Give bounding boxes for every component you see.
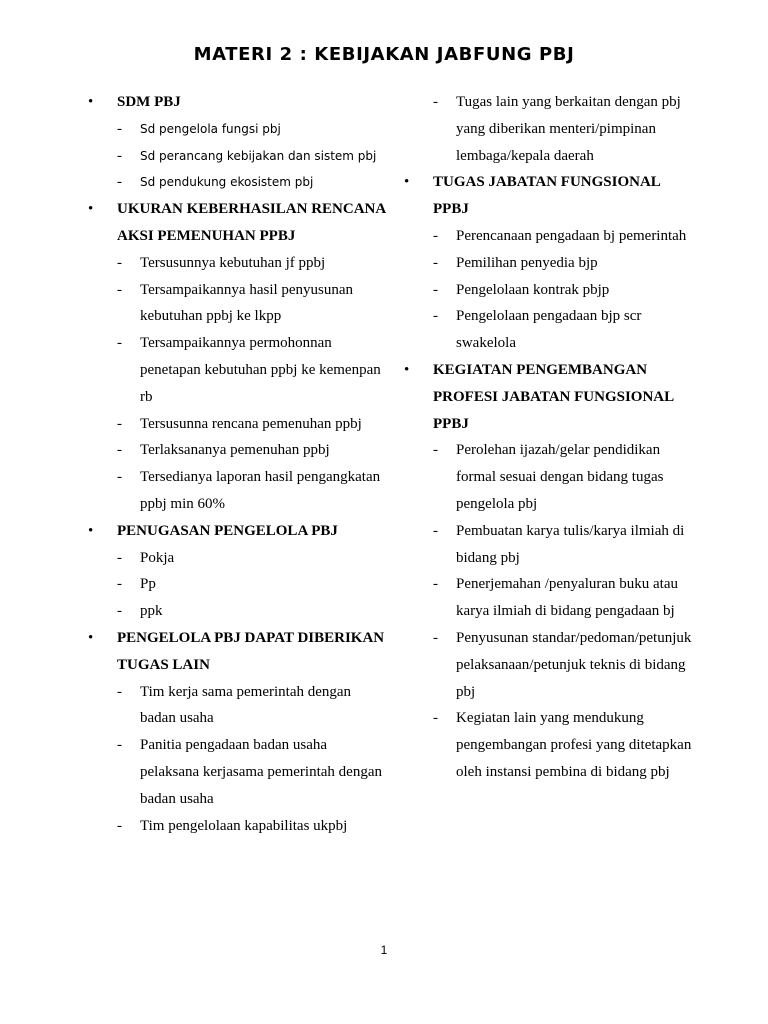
list-item: - Tersampaikannya permohonnan penetapan kebutuhan ppbj ke kemenpan rb	[117, 335, 381, 405]
list-item: - Tugas lain yang berkaitan dengan pbj yang diberikan menteri/pimpinan lembaga/kepala daerah	[433, 94, 681, 164]
page-title: MATERI 2 : KEBIJAKAN JABFUNG PBJ	[193, 44, 575, 65]
bullet-icon: •	[88, 522, 94, 539]
section-pengembangan-profesi	[404, 357, 694, 786]
section-heading: KEGIATAN PENGEMBANGAN PROFESI JABATAN FUNGSIONAL PPBJ	[433, 361, 674, 432]
list-item: - Pokja	[117, 549, 175, 566]
item-list	[433, 437, 694, 785]
list-item: - Tersedianya laporan hasil pengangkatan ppbj min 60%	[117, 469, 381, 512]
list-item: - Perolehan ijazah/gelar pendidikan formal sesuai dengan bidang tugas pengelola pbj	[433, 442, 664, 512]
item-list	[404, 89, 694, 169]
section-heading: TUGAS JABATAN FUNGSIONAL PPBJ	[433, 174, 660, 218]
section-ukuran-keberhasilan	[88, 196, 388, 518]
bullet-icon: •	[404, 361, 410, 378]
item-list	[433, 223, 694, 357]
section-heading: UKURAN KEBERHASILAN RENCANA AKSI PEMENUHAN PPBJ	[117, 201, 386, 244]
list-item: - Pp	[117, 576, 156, 593]
bullet-icon: •	[404, 174, 410, 191]
list-item: - ppk	[117, 603, 163, 620]
list-item: - Penyusunan standar/pedoman/petunjuk pelaksanaan/petunjuk teknis di bidang pbj	[433, 629, 692, 700]
list-item: - Terlaksananya pemenuhan ppbj	[117, 442, 330, 459]
item-list	[117, 545, 388, 625]
left-column	[88, 89, 388, 839]
list-item: - Pembuatan karya tulis/karya ilmiah di bidang pbj	[433, 522, 685, 566]
list-item: - Pemilihan penyedia bjp	[433, 254, 598, 271]
section-sdm-pbj	[88, 89, 388, 196]
list-item: - Tersampaikannya hasil penyusunan kebutuhan ppbj ke lkpp	[117, 281, 354, 325]
page-number: 1	[380, 943, 388, 957]
item-list	[117, 116, 388, 196]
section-heading: SDM PBJ	[117, 94, 181, 110]
list-item: - Pengelolaan kontrak pbjp	[433, 281, 610, 298]
section-tugas-jabatan	[404, 169, 694, 357]
list-item: - Sd pengelola fungsi pbj	[117, 120, 281, 137]
list-item: - Sd pendukung ekosistem pbj	[117, 174, 314, 191]
section-penugasan	[88, 518, 388, 625]
section-heading: PENUGASAN PENGELOLA PBJ	[117, 522, 338, 539]
list-item: - Perencanaan pengadaan bj pemerintah	[433, 227, 687, 244]
list-item: - Penerjemahan /penyaluran buku atau karya ilmiah di bidang pengadaan bj	[433, 576, 678, 620]
right-column	[404, 89, 694, 786]
list-item: - Tim pengelolaan kapabilitas ukpbj	[117, 817, 348, 834]
section-heading: PENGELOLA PBJ DAPAT DIBERIKAN TUGAS LAIN	[117, 629, 385, 673]
bullet-icon: •	[88, 629, 94, 646]
bullet-icon: •	[88, 201, 94, 218]
bullet-icon: •	[88, 94, 94, 110]
list-item: - Tim kerja sama pemerintah dengan badan usaha	[117, 683, 352, 727]
item-list	[117, 679, 388, 840]
list-item: - Kegiatan lain yang mendukung pengembangan profesi yang ditetapkan oleh instansi pembina di bidang pbj	[433, 710, 692, 780]
section-tugas-lain	[88, 625, 388, 839]
item-list	[117, 250, 388, 518]
list-item: - Pengelolaan pengadaan bjp scr swakelola	[433, 308, 642, 352]
list-item: - Sd perancang kebijakan dan sistem pbj	[117, 147, 377, 164]
list-item: - Tersusunnya kebutuhan jf ppbj	[117, 254, 326, 271]
list-item: - Panitia pengadaan badan usaha pelaksana kerjasama pemerintah dengan badan usaha	[117, 737, 382, 807]
list-item: - Tersusunna rencana pemenuhan ppbj	[117, 415, 362, 432]
